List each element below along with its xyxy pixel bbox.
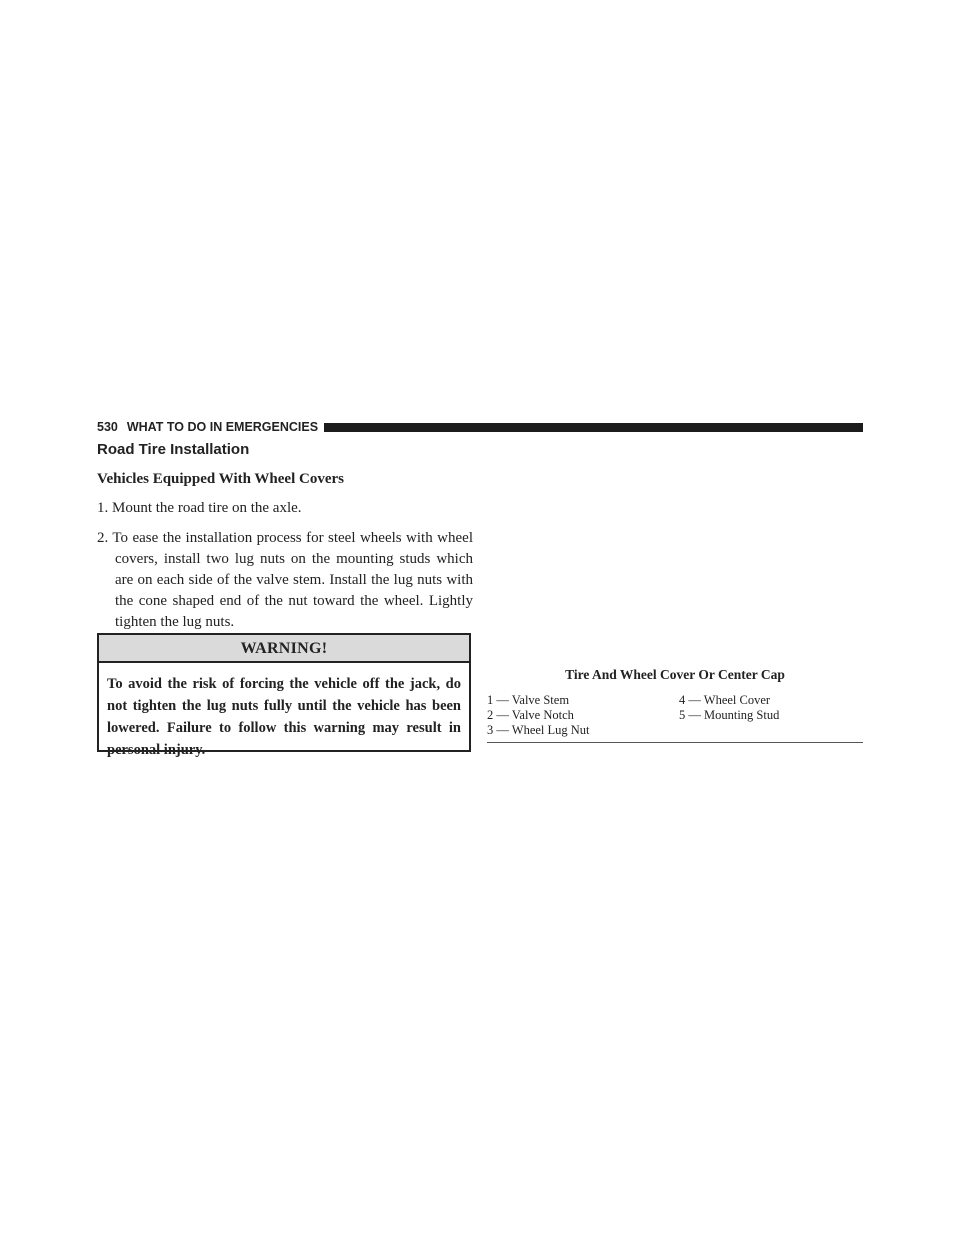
subheading: Vehicles Equipped With Wheel Covers (97, 471, 344, 487)
page-header (97, 419, 863, 435)
header-rule (324, 423, 863, 432)
legend-item-4: 4 — Wheel Cover (679, 693, 771, 707)
legend-rule (487, 742, 863, 743)
figure-image-area (487, 445, 863, 655)
section-title: Road Tire Installation (97, 441, 250, 458)
legend-item-5: 5 — Mounting Stud (679, 708, 780, 722)
step-1: 1. Mount the road tire on the axle. (97, 500, 302, 516)
legend-item-3: 3 — Wheel Lug Nut (487, 723, 590, 737)
step-2: 2. To ease the installation process for steel wheels with wheel covers, install two lug nuts on the mounting studs which are on each side of the valve stem. Install the lug nuts with the cone shaped end of the nut toward the wheel. Lightly tighten the lug nuts. (97, 530, 473, 630)
figure-caption: Tire And Wheel Cover Or Center Cap (565, 667, 785, 682)
warning-title: WARNING! (99, 635, 469, 663)
legend-item-2: 2 — Valve Notch (487, 708, 574, 722)
legend-item-1: 1 — Valve Stem (487, 693, 570, 707)
chapter-title: WHAT TO DO IN EMERGENCIES (126, 420, 319, 434)
page-number: 530 (97, 420, 118, 434)
warning-box (97, 633, 471, 758)
warning-text: To avoid the risk of forcing the vehicle off the jack, do not tighten the lug nuts fully until the vehicle has been lowered. Failure to follow this warning may result in personal injury. (107, 676, 461, 758)
